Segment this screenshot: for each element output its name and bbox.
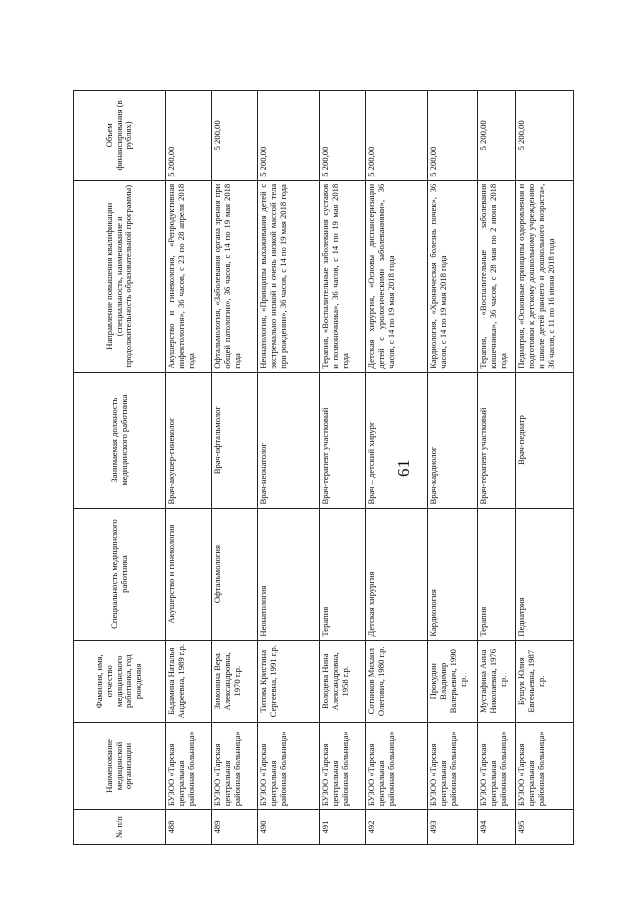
cell-spec: Педиатрия xyxy=(516,508,574,640)
cell-pos: Врач-кардиолог xyxy=(428,372,478,508)
table-row xyxy=(212,91,258,845)
page-number: 61 xyxy=(394,459,413,477)
cell-num: 493 xyxy=(428,810,478,845)
cell-pos: Врач-неонатолог xyxy=(258,372,320,508)
cell-pos: Врач-терапевт участковый xyxy=(320,372,366,508)
table-header-row xyxy=(74,91,166,845)
cell-dir: Педиатрия, «Основные принципы оздоровления и подготовки к детскому дошкольному учреждению и школе детей раннего и дошкольного возраста», 36 часов, с 11 по 16 июня 2018 года xyxy=(516,180,574,372)
cell-org: БУЗОО «Тарская центральная районная больница» xyxy=(320,722,366,809)
cell-org: БУЗОО «Тарская центральная районная больница» xyxy=(258,722,320,809)
cell-org: БУЗОО «Тарская центральная районная больница» xyxy=(366,722,428,809)
cell-spec: Кардиология xyxy=(428,508,478,640)
table-row xyxy=(258,91,320,845)
cell-dir: Детская хирургия, «Основы диспансеризации детей с урологическими заболеваниями», 36 часов, с 14 по 19 мая 2018 года xyxy=(366,180,428,372)
table-row xyxy=(428,91,478,845)
cell-sum: 5 200,00 xyxy=(258,91,320,181)
cell-pos: Врач-офтальмолог xyxy=(212,372,258,508)
cell-org: БУЗОО «Тарская центральная районная больница» xyxy=(166,722,212,809)
cell-name: Титова Кристина Сергеевна, 1991 г.р. xyxy=(258,640,320,722)
header-dir: Направление повышения квалификации (специальность, наименование и продолжительность образовательной программы) xyxy=(74,180,166,372)
header-pos: Занимаемая должность медицинского работника xyxy=(74,372,166,508)
cell-name: Володева Нина Александровна, 1958 г.р. xyxy=(320,640,366,722)
cell-name: Зимонина Вера Александровна, 1970 г.р. xyxy=(212,640,258,722)
cell-dir: Офтальмология, «Заболевания органа зрения при общей патологии», 36 часов, с 14 по 19 мая 2018 года xyxy=(212,180,258,372)
cell-sum: 5 200,00 xyxy=(516,91,574,181)
header-org: Наименование медицинской организации xyxy=(74,722,166,809)
cell-pos: Врач-педиатр xyxy=(516,372,574,508)
cell-dir: Кардиология, «Хроническая болезнь почек», 36 часов, с 14 по 19 мая 2018 года xyxy=(428,180,478,372)
cell-num: 490 xyxy=(258,810,320,845)
cell-org: БУЗОО «Тарская центральная районная больница» xyxy=(428,722,478,809)
cell-org: БУЗОО «Тарская центральная районная больница» xyxy=(516,722,574,809)
header-sum: Объем финансирования (в рублях) xyxy=(74,91,166,181)
cell-sum: 5 200,00 xyxy=(212,91,258,181)
cell-sum: 5 200,00 xyxy=(366,91,428,181)
header-name: Фамилия, имя, отчество медицинского работника, год рождения xyxy=(74,640,166,722)
cell-dir: Терапия, «Воспалительные заболевания кишечника», 36 часов, с 28 мая по 2 июня 2018 года xyxy=(478,180,516,372)
cell-sum: 5 200,00 xyxy=(320,91,366,181)
cell-spec: Терапия xyxy=(320,508,366,640)
cell-name: Прокудин Владимир Валерьевич, 1990 г.р. xyxy=(428,640,478,722)
cell-name: Бушук Юлия Евгеньевна, 1987 г.р. xyxy=(516,640,574,722)
cell-sum: 5 200,00 xyxy=(428,91,478,181)
cell-spec: Терапия xyxy=(478,508,516,640)
cell-spec: Детская хирургия xyxy=(366,508,428,640)
cell-spec: Офтальмология xyxy=(212,508,258,640)
cell-dir: Акушерство и гинекология, «Репродуктивная инфектология», 36 часов, с 23 по 28 апреля 2018 года xyxy=(166,180,212,372)
cell-pos: Врач-терапевт участковый xyxy=(478,372,516,508)
cell-name: Мустафина Анна Николаевна, 1976 г.р. xyxy=(478,640,516,722)
cell-num: 492 xyxy=(366,810,428,845)
table-row xyxy=(320,91,366,845)
cell-num: 495 xyxy=(516,810,574,845)
cell-pos: Врач-акушер-гинеколог xyxy=(166,372,212,508)
cell-sum: 5 200,00 xyxy=(166,91,212,181)
cell-name: Бадамина Наталья Андреевна, 1989 г.р. xyxy=(166,640,212,722)
cell-sum: 5 200,00 xyxy=(478,91,516,181)
training-table xyxy=(73,90,574,845)
header-num: № п/п xyxy=(74,810,166,845)
table-row xyxy=(166,91,212,845)
cell-org: БУЗОО «Тарская центральная районная больница» xyxy=(478,722,516,809)
cell-spec: Неонатология xyxy=(258,508,320,640)
cell-num: 491 xyxy=(320,810,366,845)
cell-spec: Акушерство и гинекология xyxy=(166,508,212,640)
cell-dir: Неонатология, «Принципы выхаживания детей с экстремально низкой и очень низкой массой тела при рождении», 36 часов, с 14 по 19 мая 2018 года xyxy=(258,180,320,372)
cell-dir: Терапия, «Воспалительные заболевания суставов и позвоночника», 36 часов, с 14 по 19 мая 2018 года xyxy=(320,180,366,372)
cell-name: Сотников Михаил Олегович, 1980 г.р. xyxy=(366,640,428,722)
rotated-page xyxy=(73,90,573,845)
cell-org: БУЗОО «Тарская центральная районная больница» xyxy=(212,722,258,809)
cell-pos: Врач – детский хирург xyxy=(366,372,428,508)
table-row xyxy=(516,91,574,845)
cell-num: 489 xyxy=(212,810,258,845)
cell-num: 494 xyxy=(478,810,516,845)
header-spec: Специальность медицинского работника xyxy=(74,508,166,640)
cell-num: 488 xyxy=(166,810,212,845)
table-row xyxy=(478,91,516,845)
